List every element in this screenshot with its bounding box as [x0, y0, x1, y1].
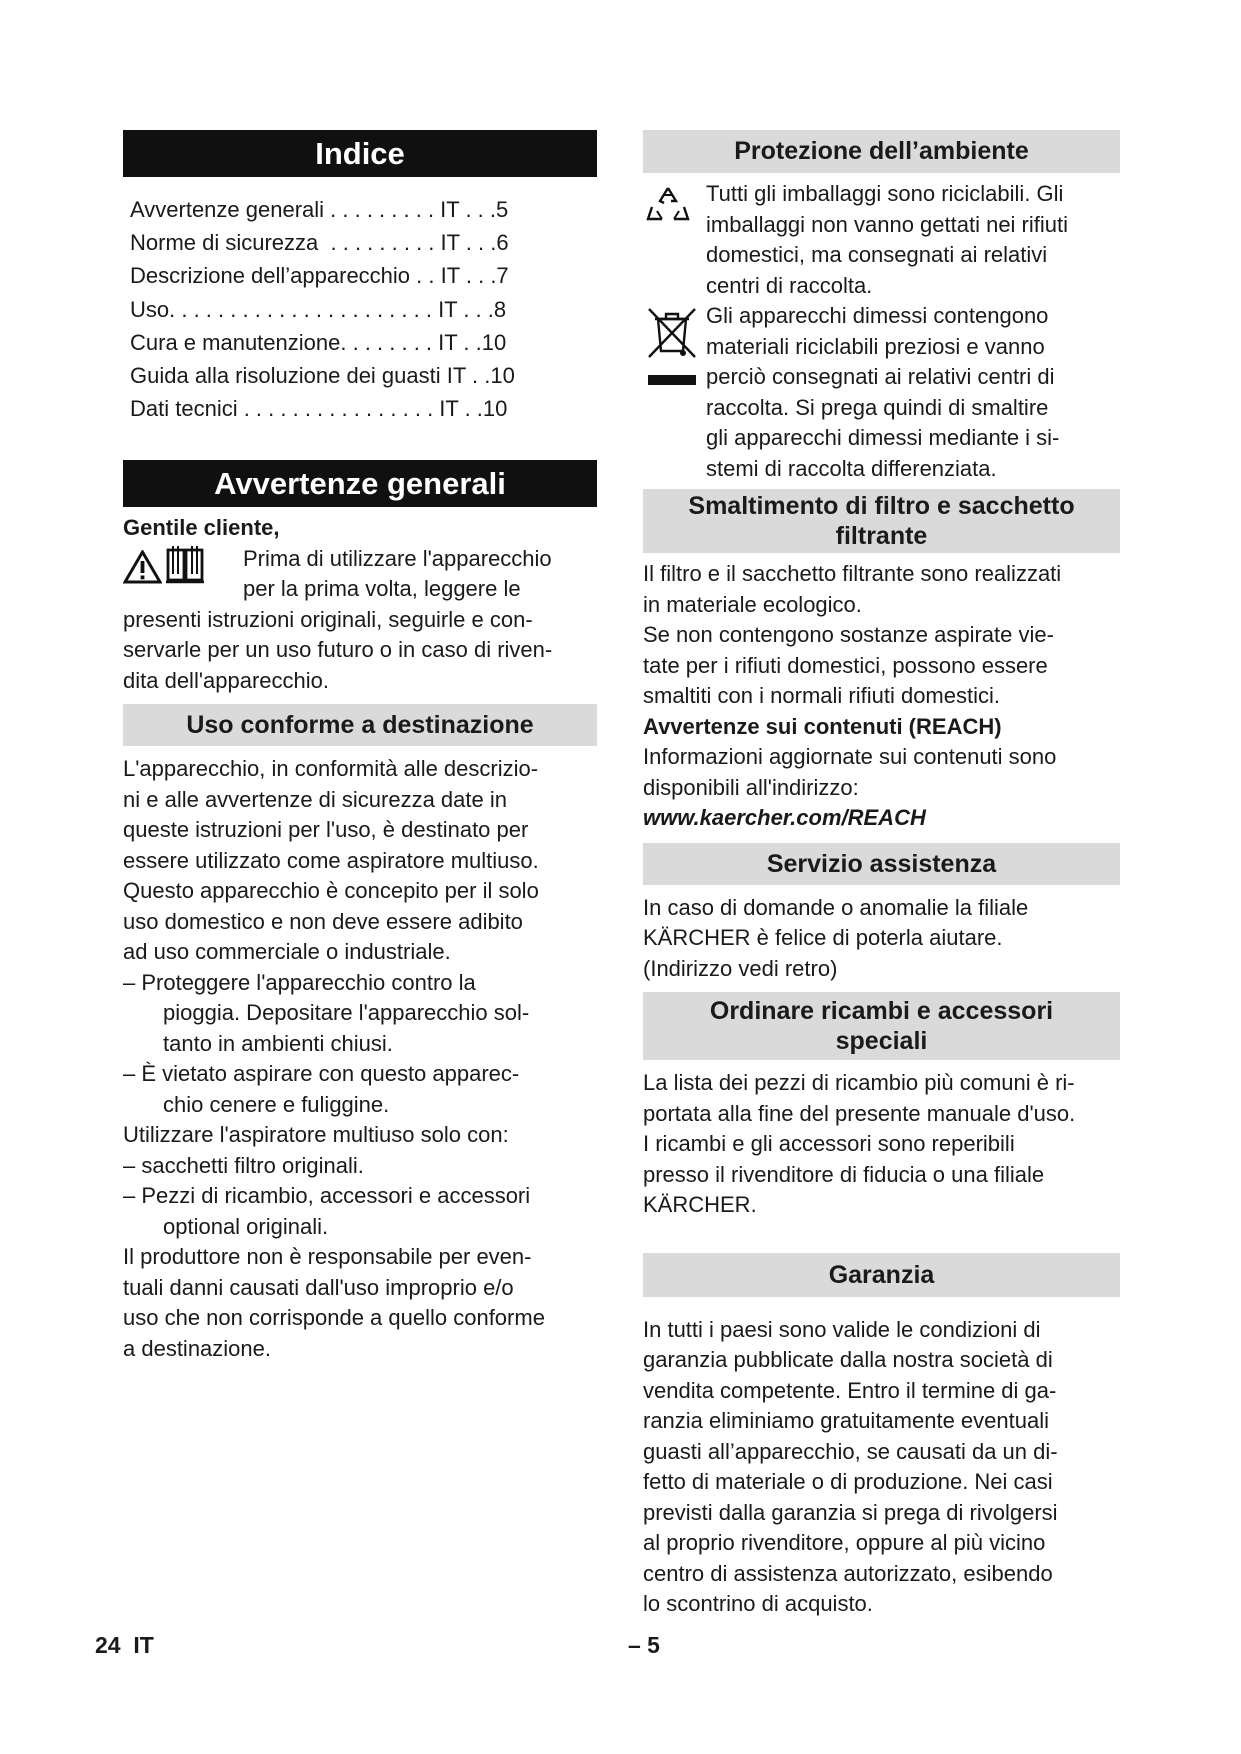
list-line: – È vietato aspirare con questo apparec- — [123, 1061, 520, 1087]
right-column — [643, 130, 1120, 1620]
warranty-title: Garanzia — [643, 1253, 1120, 1297]
text-line: stemi di raccolta differenziata. — [706, 455, 997, 481]
text-line: essere utilizzato come aspiratore multiuso. — [123, 847, 539, 873]
toc-title: Indice — [123, 130, 597, 177]
list-line: pioggia. Depositare l'apparecchio sol- — [163, 1000, 530, 1026]
parts-body — [643, 1068, 1120, 1221]
text-line: Il filtro e il sacchetto filtrante sono realizzati — [643, 561, 1062, 586]
text-line: disponibili all'indirizzo: — [643, 774, 859, 800]
list-item — [123, 968, 597, 1060]
text-line: (Indirizzo vedi retro) — [643, 955, 838, 981]
text-line: a destinazione. — [123, 1335, 271, 1361]
toc-entry[interactable]: Descrizione dell’apparecchio . . IT . . .7 — [130, 263, 509, 289]
disposal-title — [643, 489, 1120, 553]
list-line: – sacchetti filtro originali. — [123, 1152, 364, 1178]
text-line: servarle per un uso futuro o in caso di riven- — [123, 637, 553, 663]
toc-entry[interactable]: Dati tecnici . . . . . . . . . . . . . . . . IT . .10 — [130, 396, 508, 422]
text-line: L'apparecchio, in conformità alle descrizio- — [123, 756, 539, 782]
text-line: In tutti i paesi sono valide le condizioni di — [643, 1316, 1041, 1342]
table-of-contents — [130, 193, 597, 425]
warranty-body — [643, 1315, 1120, 1620]
recycling-icon — [645, 185, 691, 225]
toc-entry[interactable]: Avvertenze generali . . . . . . . . . IT . . .5 — [130, 197, 509, 222]
text-line: al proprio rivenditore, oppure al più vicino — [643, 1530, 1046, 1555]
text-line: ad uso commerciale o industriale. — [123, 939, 451, 965]
read-manual-note — [123, 544, 597, 605]
text-line: imballaggi non vanno gettati nei rifiuti — [706, 211, 1069, 237]
left-column — [123, 130, 597, 1364]
list-line: optional originali. — [163, 1213, 329, 1239]
disposal-body — [643, 559, 1120, 834]
text-line: materiali riciclabili preziosi e vanno — [706, 333, 1045, 359]
text-line: tuali danni causati dall'uso improprio e/o — [123, 1274, 514, 1300]
text-line: ni e alle avvertenze di sicurezza date in — [123, 786, 507, 812]
reach-title: Avvertenze sui contenuti (REACH) — [643, 713, 1002, 739]
manual-book-icon — [165, 544, 205, 584]
service-body — [643, 893, 1120, 985]
intended-use-title: Uso conforme a destinazione — [123, 704, 597, 746]
text-line: vendita competente. Entro il termine di ga- — [643, 1377, 1057, 1403]
text-line: fetto di materiale o di produzione. Nei casi — [643, 1469, 1053, 1494]
text-line: gli apparecchi dimessi mediante i si- — [706, 425, 1060, 450]
text-line: previsti dalla garanzia si prega di rivolgersi — [643, 1499, 1058, 1525]
text-line: smaltiti con i normali rifiuti domestici. — [643, 683, 1000, 708]
toc-entry[interactable]: Cura e manutenzione. . . . . . . . IT . .10 — [130, 329, 507, 355]
text-line: KÄRCHER. — [643, 1192, 757, 1217]
text-line: I ricambi e gli accessori sono reperibili — [643, 1131, 1015, 1156]
text-line: tate per i rifiuti domestici, possono essere — [643, 652, 1048, 678]
warning-icon — [123, 550, 162, 584]
text-line: ranzia eliminiamo gratuitamente eventuali — [643, 1408, 1049, 1433]
text-line: perciò consegnati ai relativi centri di — [706, 364, 1055, 389]
greeting: Gentile cliente, — [123, 515, 280, 541]
toc-entry[interactable]: Guida alla risoluzione dei guasti IT . .10 — [130, 363, 515, 389]
list-item — [123, 1181, 597, 1242]
list-line: – Proteggere l'apparecchio contro la — [123, 969, 476, 995]
text-line: centro di assistenza autorizzato, esibendo — [643, 1560, 1053, 1586]
text-line: garanzia pubblicate dalla nostra società di — [643, 1347, 1053, 1372]
service-title: Servizio assistenza — [643, 843, 1120, 885]
text-line: La lista dei pezzi di ricambio più comuni è ri- — [643, 1070, 1075, 1095]
text-line: Se non contengono sostanze aspirate vie- — [643, 622, 1054, 647]
note-line: Prima di utilizzare l'apparecchio — [243, 545, 552, 571]
text-line: Questo apparecchio è concepito per il solo — [123, 878, 539, 904]
general-warnings-title: Avvertenze generali — [123, 460, 597, 507]
text-line: dita dell'apparecchio. — [123, 667, 330, 693]
title-line: Smaltimento di filtro e sacchetto — [688, 492, 1075, 520]
title-line: speciali — [835, 1027, 928, 1055]
text-line: presso il rivenditore di fiducia o una filiale — [643, 1161, 1045, 1187]
text-line: raccolta. Si prega quindi di smaltire — [706, 394, 1049, 420]
text-line: Tutti gli imballaggi sono riciclabili. Gli — [706, 181, 1064, 206]
text-line: centri di raccolta. — [706, 272, 873, 298]
list-line: chio cenere e fuliggine. — [163, 1091, 390, 1117]
intended-use-body — [123, 754, 597, 1364]
page-number-center: – 5 — [628, 1632, 660, 1658]
toc-entry[interactable]: Uso. . . . . . . . . . . . . . . . . . . . . . IT . . .8 — [130, 296, 507, 322]
list-line: tanto in ambienti chiusi. — [163, 1030, 393, 1056]
environment-title: Protezione dell’ambiente — [643, 130, 1120, 173]
text-line: Gli apparecchi dimessi contengono — [706, 303, 1049, 328]
text-line: Il produttore non è responsabile per even- — [123, 1244, 532, 1270]
text-line: uso che non corrisponde a quello conforme — [123, 1305, 545, 1331]
text-line: Informazioni aggiornate sui contenuti sono — [643, 744, 1057, 769]
reach-link[interactable]: www.kaercher.com/REACH — [643, 805, 926, 830]
text-line: domestici, ma consegnati ai relativi — [706, 242, 1048, 267]
title-line: filtrante — [835, 522, 928, 550]
text-line: KÄRCHER è felice di poterla aiutare. — [643, 925, 1003, 950]
text-line: lo scontrino di acquisto. — [643, 1591, 873, 1616]
list-line: – Pezzi di ricambio, accessori e accessori — [123, 1183, 531, 1209]
text-line: In caso di domande o anomalie la filiale — [643, 894, 1029, 920]
list-item — [123, 1151, 597, 1182]
text-line: guasti all’apparecchio, se causati da un di- — [643, 1438, 1058, 1464]
crossed-bin-icon — [646, 305, 698, 387]
toc-entry[interactable]: Norme di sicurezza . . . . . . . . . IT . . .6 — [130, 230, 509, 256]
note-line: per la prima volta, leggere le — [243, 576, 521, 602]
text-line: in materiale ecologico. — [643, 591, 862, 617]
text-line: presenti istruzioni originali, seguirle e con- — [123, 606, 533, 632]
page-number-left: 24 IT — [95, 1632, 154, 1658]
text-line: uso domestico e non deve essere adibito — [123, 908, 523, 934]
recycling-note — [643, 179, 1120, 301]
list-item — [123, 1059, 597, 1120]
weee-note — [643, 301, 1120, 484]
parts-title — [643, 992, 1120, 1060]
text-line: portata alla fine del presente manuale d'uso. — [643, 1100, 1076, 1126]
title-line: Ordinare ricambi e accessori — [709, 997, 1054, 1025]
text-line: queste istruzioni per l'uso, è destinato per — [123, 817, 529, 843]
text-line: Utilizzare l'aspiratore multiuso solo con: — [123, 1122, 509, 1148]
